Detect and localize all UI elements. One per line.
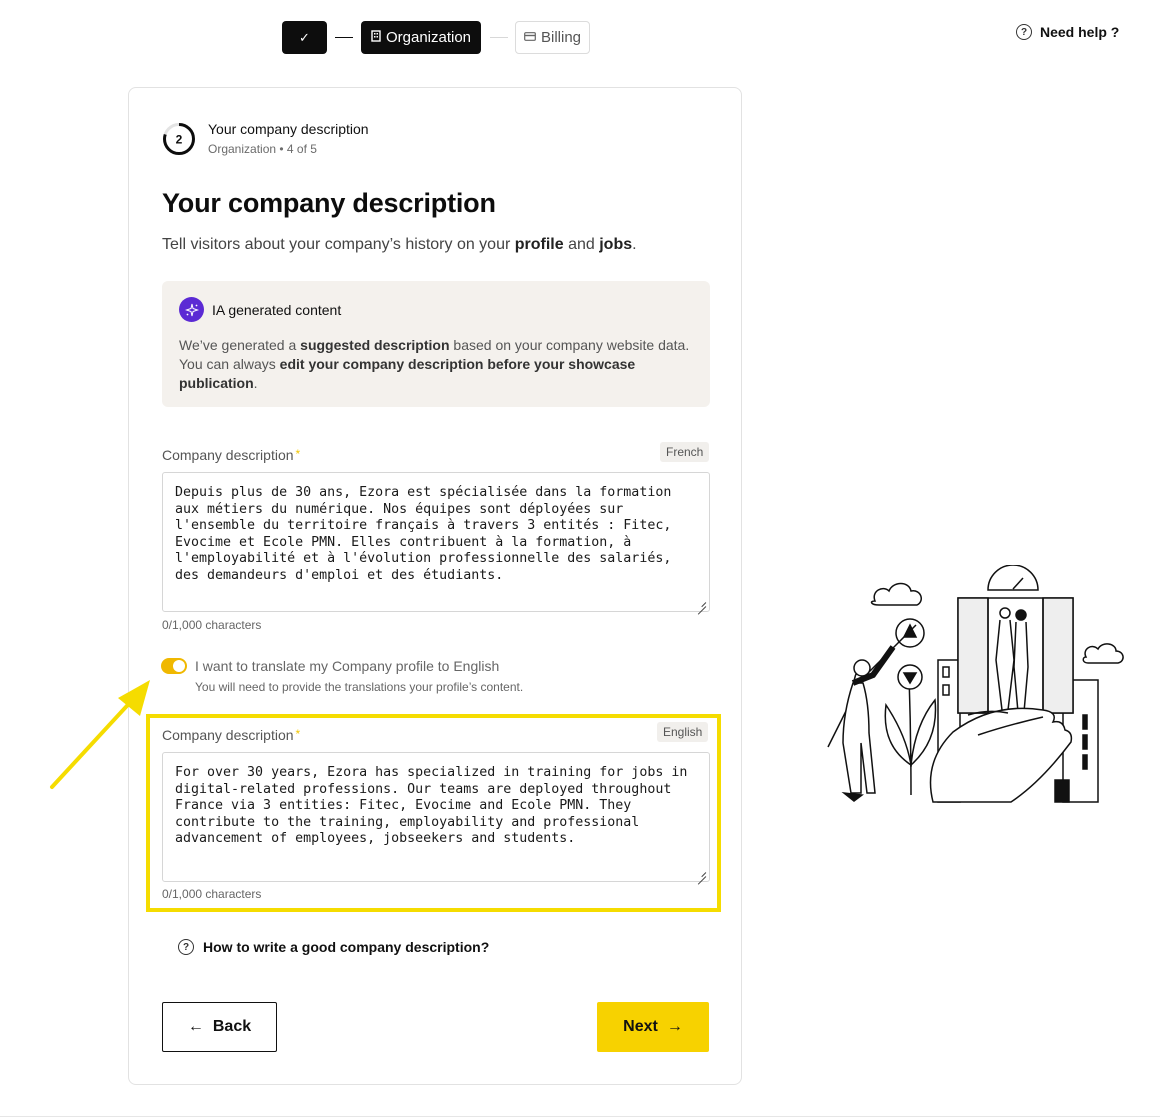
translate-toggle[interactable] [161, 658, 187, 674]
progress-subtitle: Organization • 4 of 5 [208, 142, 317, 156]
sparkles-icon [179, 297, 204, 322]
help-icon: ? [1016, 24, 1032, 40]
page-title: Your company description [162, 188, 496, 218]
ai-generated-notice [162, 281, 710, 407]
card-icon [524, 32, 536, 44]
step-organization[interactable] [361, 21, 481, 54]
jobs-link: jobs [599, 236, 633, 253]
step-done[interactable] [282, 21, 327, 54]
page-subtitle: Tell visitors about your company’s history on your profile and jobs. [162, 236, 637, 253]
translate-toggle-label[interactable]: I want to translate my Company profile to English [195, 658, 500, 674]
ai-title: IA generated content [212, 301, 342, 318]
french-description-textarea[interactable] [162, 472, 710, 612]
annotation-arrow-icon [40, 670, 160, 795]
step-connector [335, 37, 353, 38]
resize-handle[interactable] [696, 598, 706, 608]
profile-link: profile [514, 236, 564, 253]
french-badge: French [660, 442, 709, 462]
step-billing-label: Billing [540, 29, 582, 46]
step-billing[interactable] [515, 21, 590, 54]
footer-divider [0, 1116, 1160, 1117]
back-label: Back [212, 1018, 252, 1035]
progress-title: Your company description [208, 121, 369, 137]
step-connector [490, 37, 508, 38]
english-description-text: For over 30 years, Ezora has specialized in training for jobs in digital-related professions. Our teams are deployed throughout France via 3 entities: Fitec, Evocime and Ecole PMN. They contribute to the training, employability and professional advancement of employees, jobseekers and students. [175, 765, 688, 847]
howto-link[interactable] [178, 939, 489, 955]
howto-label: How to write a good company description? [203, 939, 490, 955]
help-icon: ? [178, 939, 194, 955]
english-description-label: Company description * [162, 727, 301, 743]
arrow-right-icon: → [666, 1018, 683, 1035]
ai-body: We’ve generated a suggested description based on your company website data. You can always edit your company description before your showcase publication. [179, 337, 690, 391]
back-button[interactable] [162, 1002, 277, 1052]
next-button[interactable] [597, 1002, 709, 1052]
english-badge: English [657, 722, 708, 742]
english-char-count: 0/1,000 characters [162, 887, 262, 901]
french-char-count: 0/1,000 characters [162, 618, 262, 632]
annotation-highlight-box [146, 714, 721, 912]
arrow-left-icon: ← [187, 1018, 204, 1035]
need-help-link[interactable] [1016, 24, 1119, 40]
french-description-text: Depuis plus de 30 ans, Ezora est spécialisée dans la formation aux métiers du numérique. Nos équipes sont déployées sur l'ensemble du territoire français à travers 3 entités : Fitec, Evocime et Ecole PMN. Elles contribuent à la formation, à l'employabilité et à l'évolution professionnelle des salariés, des demandeurs d'emploi et des étudiants. [175, 485, 672, 583]
french-description-label: Company description * [162, 447, 301, 463]
translate-toggle-help: You will need to provide the translations your profile’s content. [195, 680, 524, 694]
stepper [282, 21, 590, 54]
building-icon [371, 30, 381, 45]
progress-header [162, 121, 369, 156]
progress-ring [162, 122, 196, 156]
need-help-label: Need help ? [1040, 24, 1120, 40]
step-organization-label: Organization [385, 29, 472, 46]
form-card [128, 87, 742, 1085]
check-icon: ✓ [299, 29, 310, 45]
progress-number: 2 [175, 132, 183, 146]
next-label: Next [623, 1018, 658, 1035]
illustration [818, 565, 1130, 810]
